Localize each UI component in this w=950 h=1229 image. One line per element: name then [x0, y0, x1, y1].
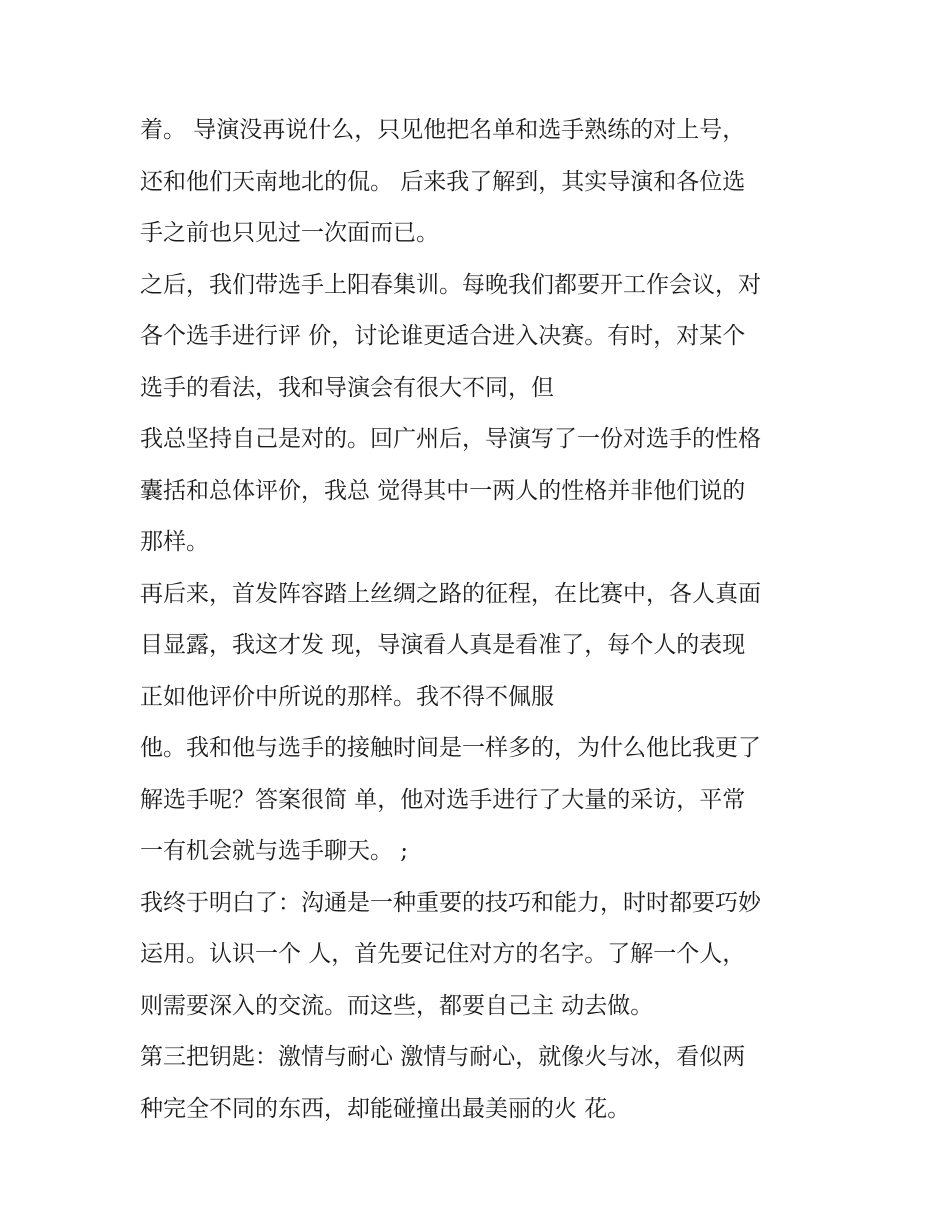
body-text — [140, 108, 830, 1138]
text-line: 目显露，我这才发 现，导演看人真是看准了，每个人的表现 — [140, 632, 746, 658]
text-line: 第三把钥匙：激情与耐心 激情与耐心，就像火与冰，看似两 — [140, 1044, 746, 1070]
text-line: 我终于明白了：沟通是一种重要的技巧和能力，时时都要巧妙 — [140, 889, 761, 916]
text-line: 手之前也只见过一次面而已。 — [140, 220, 439, 246]
text-line: 正如他评价中所说的那样。我不得不佩服 — [140, 683, 554, 710]
text-line: 再后来，首发阵容踏上丝绸之路的征程，在比赛中，各人真面 — [140, 580, 761, 607]
text-line: 各个选手进行评 价，讨论谁更适合进入决赛。有时，对某个 — [140, 323, 746, 349]
text-line: 一有机会就与选手聊天。 ; — [140, 838, 409, 864]
text-line: 他。我和他与选手的接触时间是一样多的，为什么他比我更了 — [140, 735, 761, 761]
text-line: 种完全不同的东西，却能碰撞出最美丽的火 花。 — [140, 1095, 631, 1122]
text-line: 我总坚持自己是对的。回广州后，导演写了一份对选手的性格 — [140, 426, 761, 452]
text-line: 则需要深入的交流。而这些，都要自己主 动去做。 — [140, 992, 654, 1019]
text-line: 之后，我们带选手上阳春集训。每晚我们都要开工作会议，对 — [140, 271, 761, 298]
text-line: 囊括和总体评价，我总 觉得其中一两人的性格并非他们说的 — [140, 477, 746, 504]
text-line: 解选手呢？答案很简 单，他对选手进行了大量的采访，平常 — [140, 786, 746, 813]
text-line: 还和他们天南地北的侃。 后来我了解到，其实导演和各位选 — [140, 168, 746, 195]
text-line: 选手的看法，我和导演会有很大不同，但 — [140, 374, 554, 401]
text-line: 着。 导演没再说什么，只见他把名单和选手熟练的对上号， — [140, 117, 746, 143]
text-line: 运用。认识一个 人，首先要记住对方的名字。了解一个人， — [140, 941, 746, 967]
text-line: 那样。 — [140, 529, 209, 555]
